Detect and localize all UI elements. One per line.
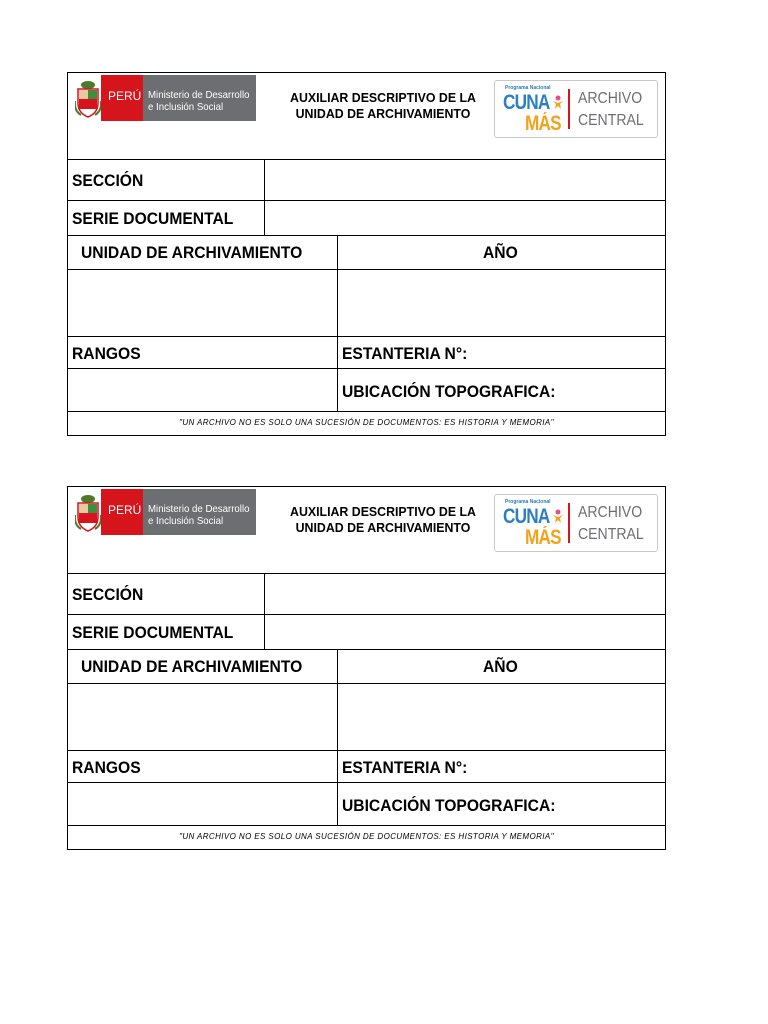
unidad-anio-value-row xyxy=(68,270,665,337)
card-header xyxy=(68,73,665,160)
seccion-row xyxy=(68,574,665,615)
unidad-anio-row xyxy=(68,236,665,270)
rangos-row xyxy=(68,751,665,783)
seccion-label: SECCIÓN xyxy=(72,171,144,190)
peru-coat-of-arms-icon xyxy=(75,493,101,533)
serie-divider xyxy=(264,615,265,649)
ubicacion-divider xyxy=(337,783,338,825)
card-title-line-1: AUXILIAR DESCRIPTIVO DE LA xyxy=(290,504,476,519)
seccion-row xyxy=(68,160,665,201)
unidad-divider xyxy=(337,236,338,269)
unidad-label: UNIDAD DE ARCHIVAMIENTO xyxy=(81,243,303,262)
peru-red-block xyxy=(101,489,143,535)
rangos-label: RANGOS xyxy=(72,758,141,777)
rangos-row xyxy=(68,337,665,369)
card-title xyxy=(274,504,492,536)
card-title-line-2: UNIDAD DE ARCHIVAMIENTO xyxy=(295,106,471,121)
estanteria-label: ESTANTERIA N°: xyxy=(342,758,468,777)
peru-coat-of-arms-icon xyxy=(75,79,101,119)
ministry-logo xyxy=(69,487,256,537)
rangos-label: RANGOS xyxy=(72,344,141,363)
logo-divider xyxy=(568,503,570,543)
cuna-word: CUNA xyxy=(503,505,550,528)
anio-label: AÑO xyxy=(483,243,518,262)
serie-row xyxy=(68,201,665,236)
anio-label: AÑO xyxy=(483,657,518,676)
mas-word: MÁS xyxy=(525,112,561,135)
cuna-mas-archive-logo xyxy=(494,80,658,138)
serie-divider xyxy=(264,201,265,235)
archive-label-card-1 xyxy=(67,72,666,436)
unidad-anio-value-row xyxy=(68,684,665,751)
card-title-line-2: UNIDAD DE ARCHIVAMIENTO xyxy=(295,520,471,535)
mas-word: MÁS xyxy=(525,526,561,549)
logo-divider xyxy=(568,89,570,129)
ministry-gray-block xyxy=(143,489,256,535)
ministry-line-2: e Inclusión Social xyxy=(148,515,224,527)
unidad-label: UNIDAD DE ARCHIVAMIENTO xyxy=(81,657,303,676)
archive-quote: "UN ARCHIVO NO ES SOLO UNA SUCESIÓN DE DOCUMENTOS: ES HISTORIA Y MEMORIA" xyxy=(179,832,554,841)
ministry-line-1: Ministerio de Desarrollo xyxy=(148,503,250,515)
archive-label-card-2 xyxy=(67,486,666,850)
ubicacion-row xyxy=(68,783,665,826)
serie-row xyxy=(68,615,665,650)
card-title xyxy=(274,90,492,122)
program-label: Programa Nacional xyxy=(505,85,551,91)
rangos-divider xyxy=(337,751,338,782)
quote-row xyxy=(68,826,665,850)
card-title-line-1: AUXILIAR DESCRIPTIVO DE LA xyxy=(290,90,476,105)
serie-label: SERIE DOCUMENTAL xyxy=(72,209,234,228)
cuna-word: CUNA xyxy=(503,91,550,114)
ministry-line-1: Ministerio de Desarrollo xyxy=(148,89,250,101)
ubicacion-label: UBICACIÓN TOPOGRAFICA: xyxy=(342,382,556,401)
child-figure-icon xyxy=(553,509,563,523)
ministry-line-2: e Inclusión Social xyxy=(148,101,224,113)
ministry-logo xyxy=(69,73,256,123)
rangos-divider xyxy=(337,337,338,368)
estanteria-label: ESTANTERIA N°: xyxy=(342,344,468,363)
ubicacion-label: UBICACIÓN TOPOGRAFICA: xyxy=(342,796,556,815)
quote-row xyxy=(68,412,665,436)
ubicacion-row xyxy=(68,369,665,412)
archive-word: ARCHIVO xyxy=(578,504,643,521)
program-label: Programa Nacional xyxy=(505,499,551,505)
peru-red-block xyxy=(101,75,143,121)
value-divider xyxy=(337,684,338,750)
unidad-divider xyxy=(337,650,338,683)
child-figure-icon xyxy=(553,95,563,109)
ubicacion-divider xyxy=(337,369,338,411)
serie-label: SERIE DOCUMENTAL xyxy=(72,623,234,642)
seccion-divider xyxy=(264,160,265,200)
ministry-gray-block xyxy=(143,75,256,121)
central-word: CENTRAL xyxy=(578,112,644,129)
unidad-anio-row xyxy=(68,650,665,684)
archive-quote: "UN ARCHIVO NO ES SOLO UNA SUCESIÓN DE DOCUMENTOS: ES HISTORIA Y MEMORIA" xyxy=(179,418,554,427)
archive-word: ARCHIVO xyxy=(578,90,643,107)
central-word: CENTRAL xyxy=(578,526,644,543)
cuna-mas-archive-logo xyxy=(494,494,658,552)
peru-label: PERÚ xyxy=(108,89,142,103)
seccion-label: SECCIÓN xyxy=(72,585,144,604)
seccion-divider xyxy=(264,574,265,614)
value-divider xyxy=(337,270,338,336)
peru-label: PERÚ xyxy=(108,503,142,517)
card-header xyxy=(68,487,665,574)
